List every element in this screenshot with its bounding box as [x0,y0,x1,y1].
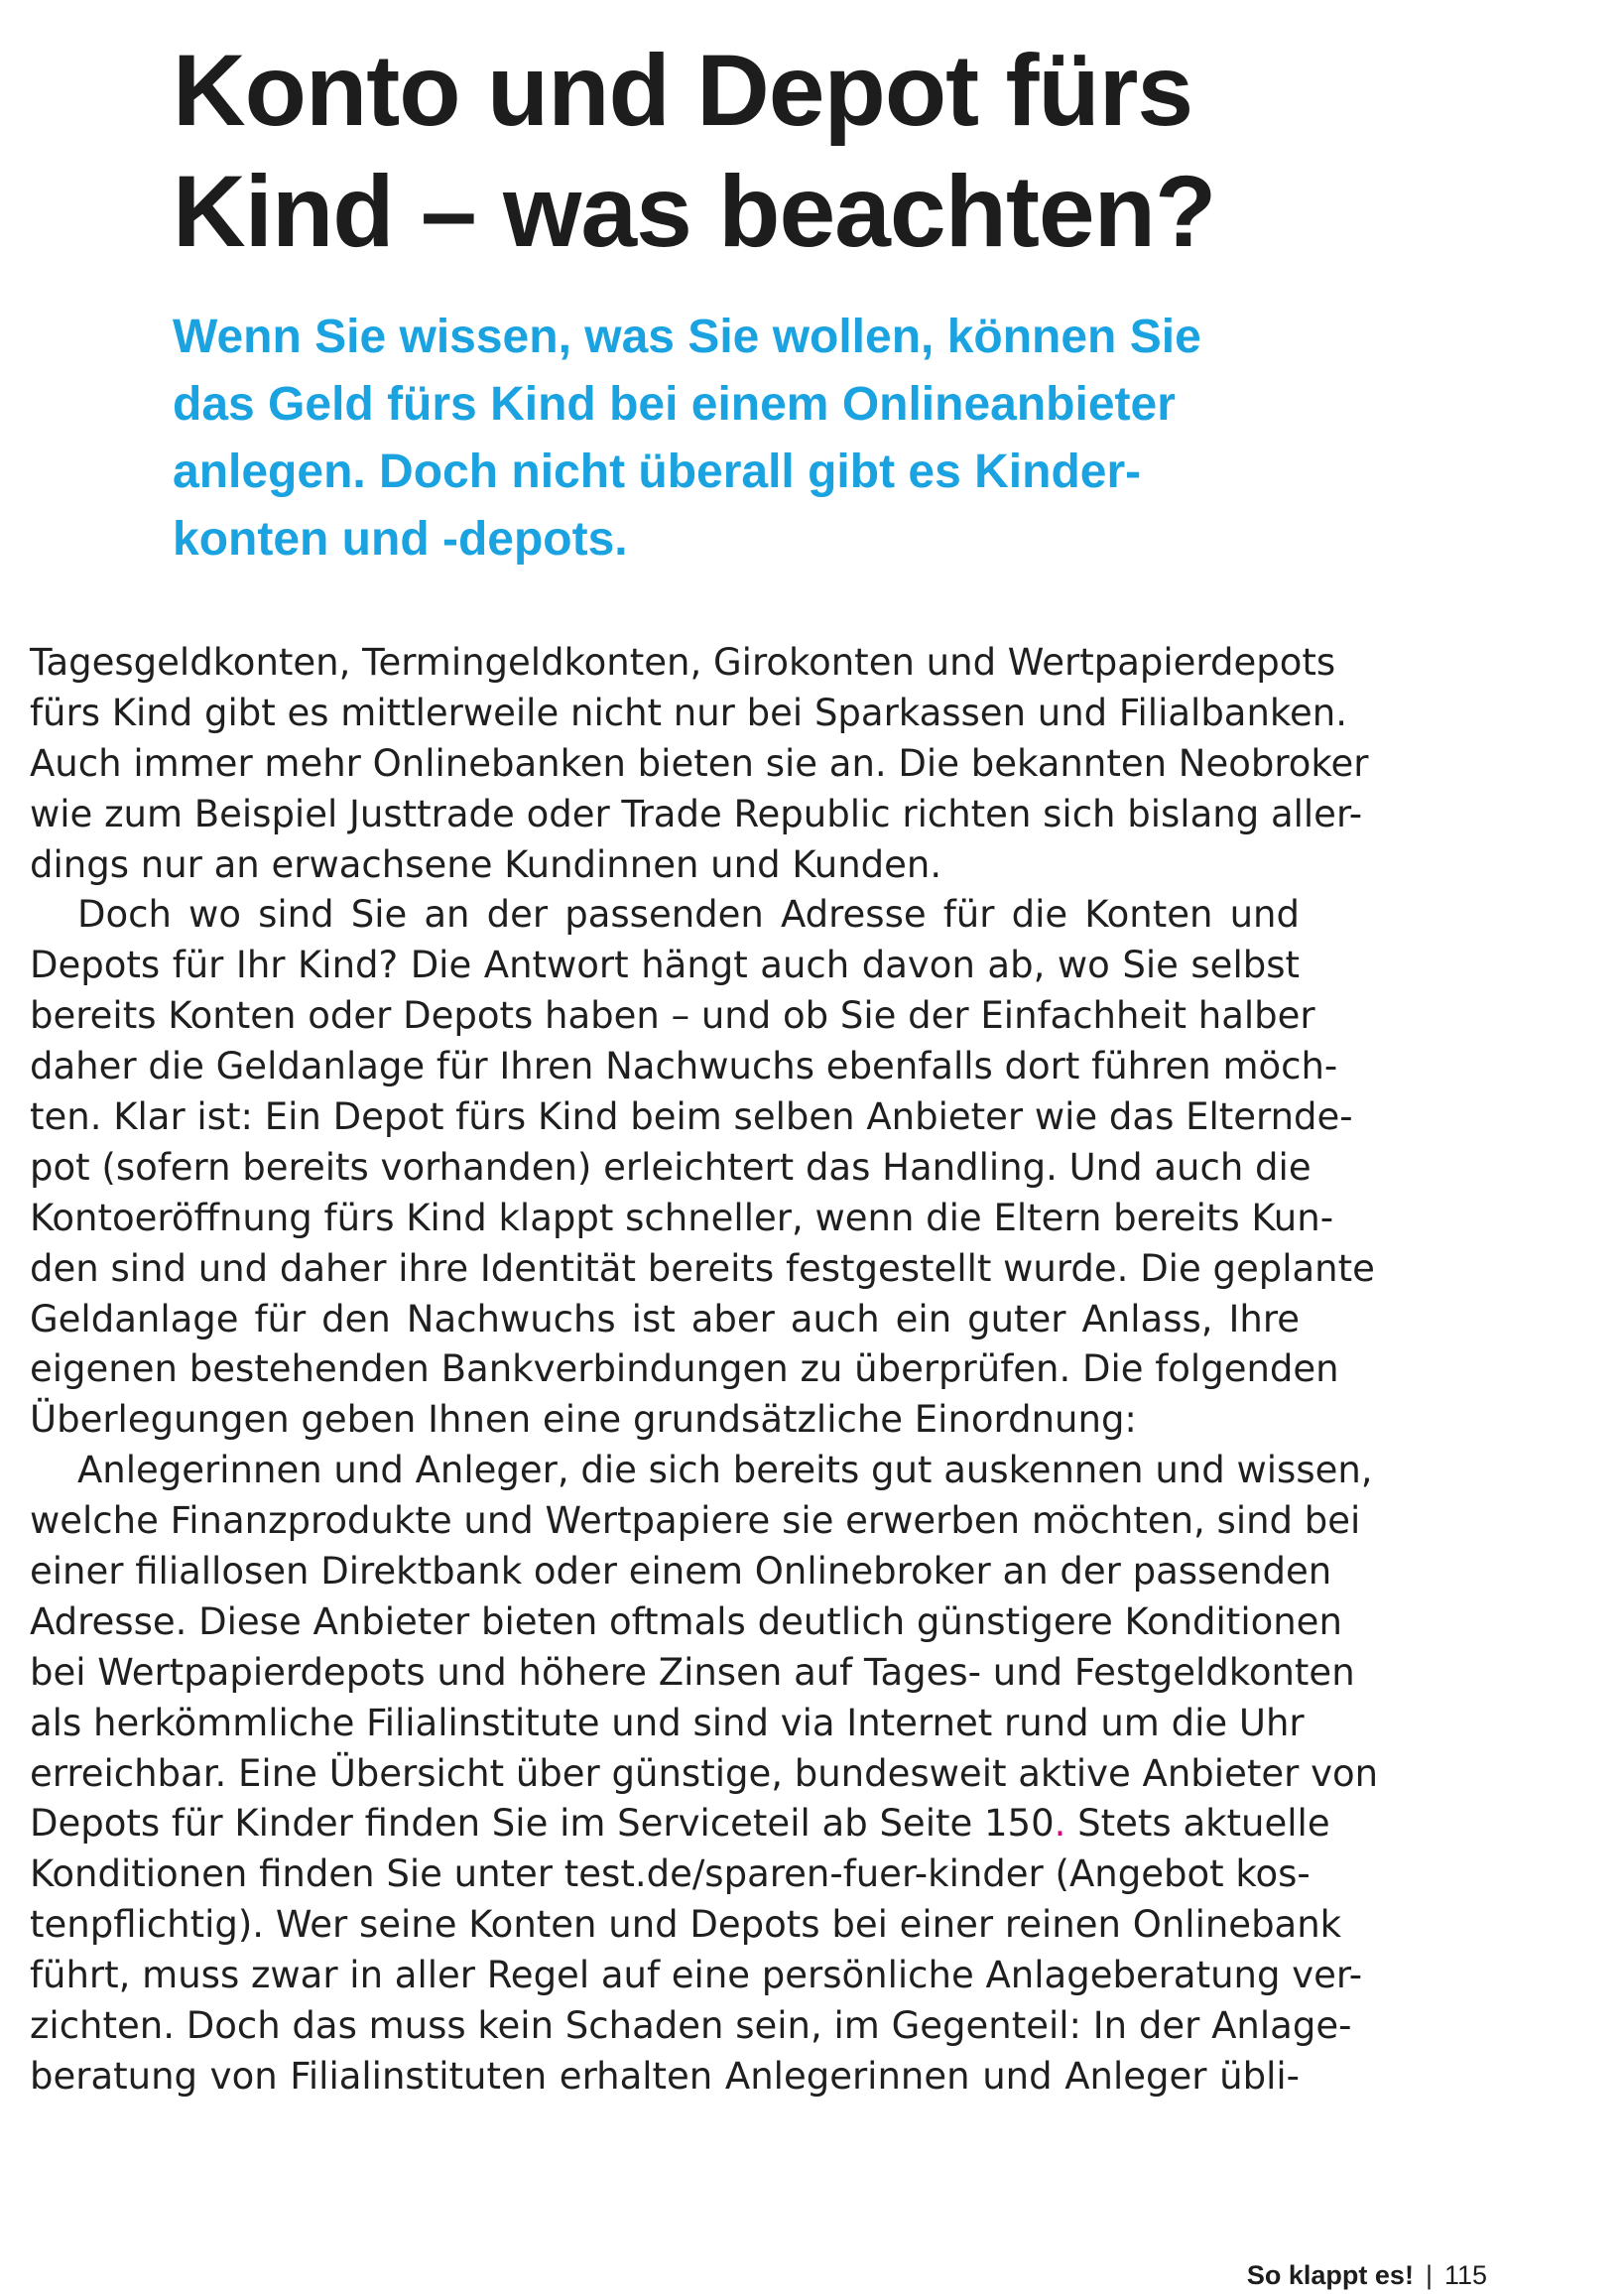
lead-line-2: das Geld fürs Kind bei einem Onlineanbieter [173,378,1176,431]
body-line: Anlegerinnen und Anleger, die sich bereits gut auskennen und wissen, [77,1449,1373,1492]
body-line: dings nur an erwachsene Kundinnen und Kunden. [30,842,942,886]
body-line: zichten. Doch das muss kein Schaden sein, im Gegenteil: In der Anlage- [30,2004,1352,2048]
body-line: bei Wertpapierdepots und höhere Zinsen auf Tages- und Festgeldkonten [30,1650,1355,1694]
body-line: wie zum Beispiel Justtrade oder Trade Republic richten sich bislang aller- [30,792,1363,835]
lead-line-1: Wenn Sie wissen, was Sie wollen, können Sie [173,311,1201,363]
body-line: eigenen bestehenden Bankverbindungen zu überprüfen. Die folgenden [30,1347,1339,1391]
body-line: einer filiallosen Direktbank oder einem Onlinebroker an der passenden [30,1550,1332,1593]
body-line: beratung von Filialinstituten erhalten Anlegerinnen und Anleger übli- [30,2054,1300,2098]
lead-line-3: anlegen. Doch nicht überall gibt es Kinder- [173,446,1142,498]
body-text [30,638,1379,2103]
page-number: 115 [1443,2260,1487,2290]
body-line: als herkömmliche Filialinstitute und sind via Internet rund um die Uhr [30,1701,1305,1744]
page-footer [1247,2258,1487,2292]
body-line: Konditionen finden Sie unter test.de/sparen-fuer-kinder (Angebot kos- [30,1852,1311,1896]
body-line: Tagesgeldkonten, Termingeldkonten, Girokonten und Wertpapierdepots [30,641,1336,684]
body-line-part: Stets aktuelle [1065,1802,1330,1846]
lead-line-4: konten und -depots. [173,513,628,566]
body-line: führt, muss zwar in aller Regel auf eine persönliche Anlageberatung ver- [30,1954,1363,1997]
body-line-with-reference [30,1799,1330,1849]
body-line: erreichbar. Eine Übersicht über günstige, bundesweit aktive Anbieter von [30,1751,1379,1795]
body-line: daher die Geldanlage für Ihren Nachwuchs ebenfalls dort führen möch- [30,1045,1338,1088]
body-line: Überlegungen geben Ihnen eine grundsätzliche Einordnung: [30,1398,1137,1442]
title-line-2: Kind – was beachten? [173,155,1216,268]
body-line: Kontoeröffnung fürs Kind klappt schneller, wenn die Eltern bereits Kun- [30,1196,1334,1239]
page-title [173,30,1462,272]
body-line: welche Finanzprodukte und Wertpapiere sie erwerben möchten, sind bei [30,1499,1361,1543]
body-line: fürs Kind gibt es mittlerweile nicht nur bei Sparkassen und Filialbanken. [30,691,1348,734]
body-line: Doch wo sind Sie an der passenden Adresse für die Konten und [77,893,1300,937]
body-line-part: Depots für Kinder finden Sie im Serviceteil ab Seite 150 [30,1802,1055,1846]
body-line: bereits Konten oder Depots haben – und ob Sie der Einfachheit halber [30,994,1315,1038]
title-line-1: Konto und Depot fürs [173,34,1193,147]
body-line: Geldanlage für den Nachwuchs ist aber auch ein guter Anlass, Ihre [30,1297,1300,1340]
body-line: Depots für Ihr Kind? Die Antwort hängt auch davon ab, wo Sie selbst [30,944,1300,987]
lead-paragraph [173,304,1363,574]
reference-marker: . [1054,1802,1066,1846]
body-line: tenpflichtig). Wer seine Konten und Depots bei einer reinen Onlinebank [30,1903,1342,1947]
body-line: Adresse. Diese Anbieter bieten oftmals deutlich günstigere Konditionen [30,1599,1342,1643]
body-line: pot (sofern bereits vorhanden) erleichtert das Handling. Und auch die [30,1145,1312,1189]
body-line: ten. Klar ist: Ein Depot fürs Kind beim selben Anbieter wie das Elternde- [30,1095,1353,1139]
body-line: Auch immer mehr Onlinebanken bieten sie an. Die bekannten Neobroker [30,741,1369,785]
footer-section-title: So klappt es! [1246,2260,1414,2290]
footer-separator: | [1425,2260,1433,2290]
body-line: den sind und daher ihre Identität bereits festgestellt wurde. Die geplante [30,1246,1375,1290]
